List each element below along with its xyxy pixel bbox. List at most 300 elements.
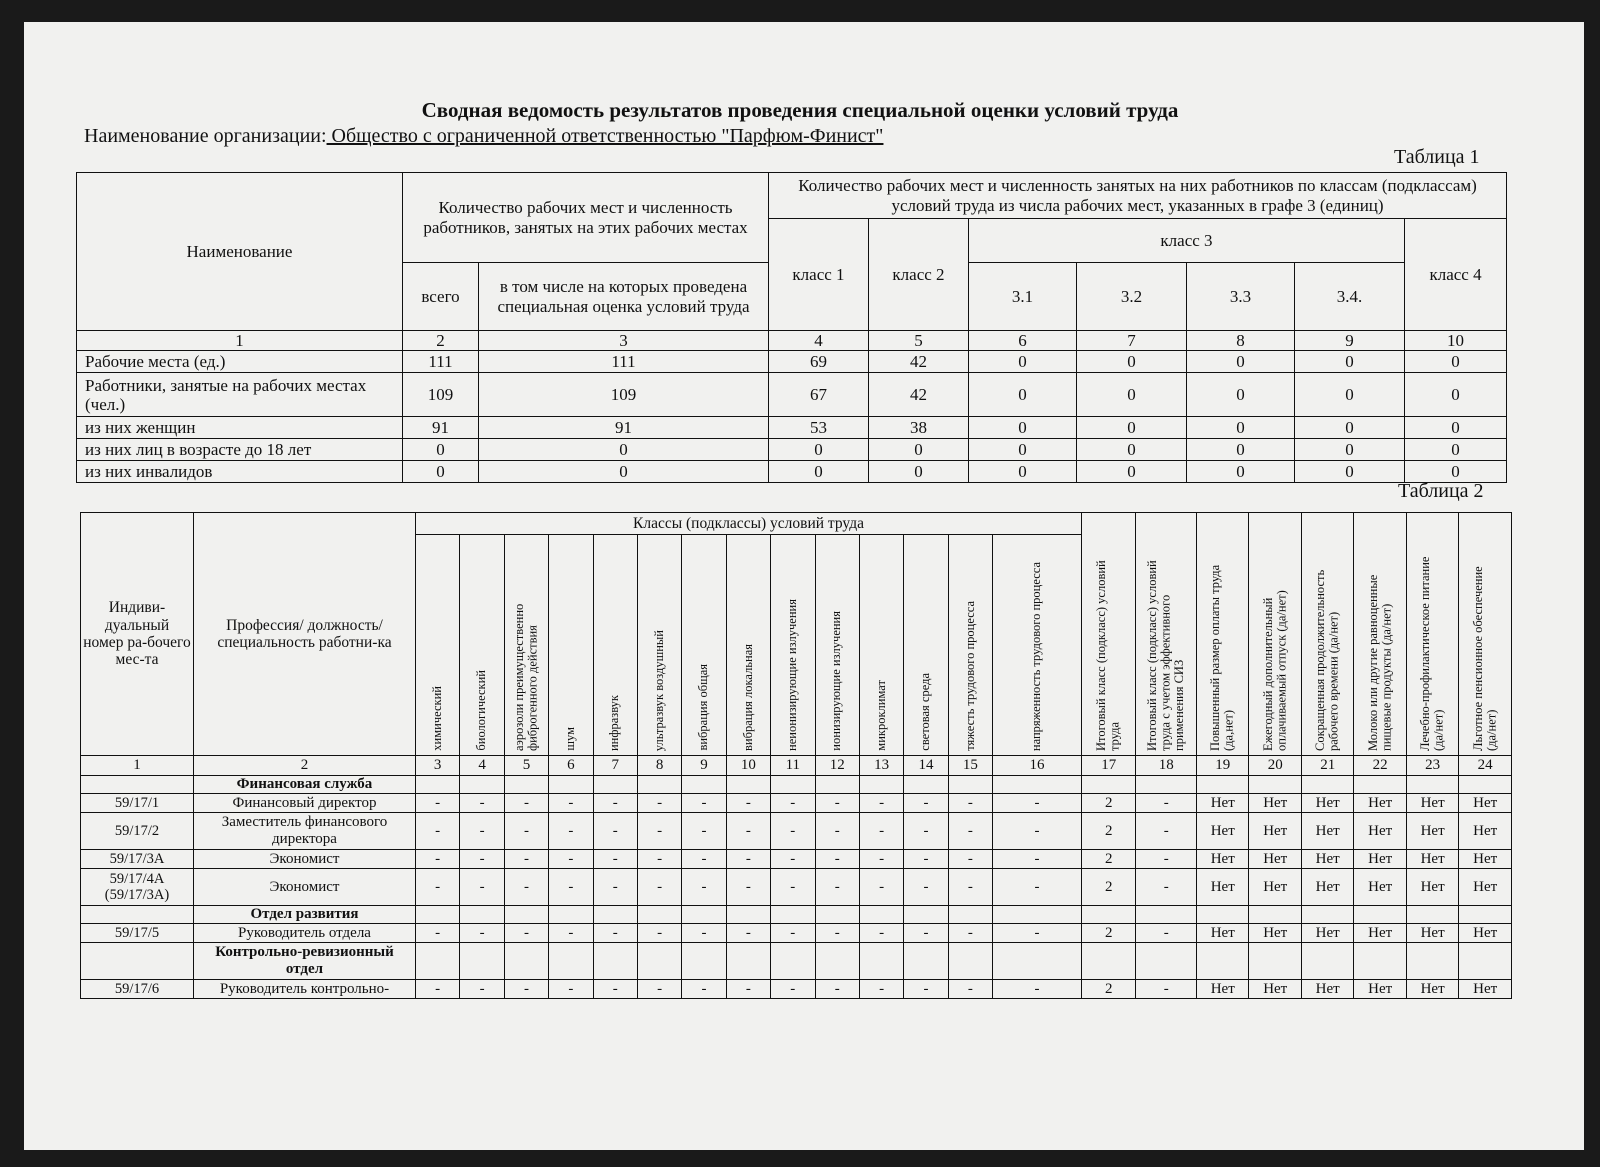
t2-factor-class: - <box>637 924 681 943</box>
t2-benefit: Нет <box>1301 869 1353 906</box>
t2-factor-class: - <box>682 813 726 850</box>
t2-section-name: Финансовая служба <box>194 776 416 794</box>
t2-final-class: 2 <box>1082 813 1136 850</box>
t2-factor-class: - <box>993 850 1082 869</box>
t2-final-class-ppe: - <box>1136 924 1197 943</box>
t2-section-empty <box>1406 943 1458 980</box>
t2-factor-class: - <box>948 794 992 813</box>
t2-header-final-class: Итоговый класс (подкласс) условий труда <box>1082 513 1136 756</box>
t2-col-number: 10 <box>726 756 770 776</box>
t1-cell: 67 <box>769 373 869 417</box>
t1-col-number: 7 <box>1077 331 1187 351</box>
t2-factor-class: - <box>815 924 859 943</box>
t1-cell: 0 <box>1295 439 1405 461</box>
t2-factor-class: - <box>637 813 681 850</box>
t1-cell: 91 <box>479 417 769 439</box>
t1-cell: 42 <box>869 373 969 417</box>
t1-cell: 0 <box>1405 439 1507 461</box>
t2-header-factor: световая среда <box>904 535 948 756</box>
t2-section-empty <box>637 906 681 924</box>
t2-profession: Финансовый директор <box>194 794 416 813</box>
t2-factor-class: - <box>904 794 948 813</box>
t2-benefit: Нет <box>1249 813 1301 850</box>
t2-header-milk: Молоко или другие равноценные пищевые продукты (да/нет) <box>1354 513 1406 756</box>
t1-cell: 0 <box>969 417 1077 439</box>
t2-factor-class: - <box>859 794 903 813</box>
t1-row-name: из них инвалидов <box>77 461 403 483</box>
t2-section-empty <box>1301 943 1353 980</box>
t2-section-empty <box>549 776 593 794</box>
t2-section-empty <box>815 943 859 980</box>
t2-benefit: Нет <box>1459 869 1512 906</box>
t2-factor-class: - <box>460 850 504 869</box>
t2-section-row <box>81 776 1512 794</box>
t1-cell: 0 <box>1295 417 1405 439</box>
t2-factor-class: - <box>415 980 459 999</box>
t2-col-number: 6 <box>549 756 593 776</box>
t1-cell: 0 <box>403 439 479 461</box>
t2-section-empty <box>859 776 903 794</box>
t2-benefit: Нет <box>1406 980 1458 999</box>
t1-header-assessed: в том числе на которых проведена специальная оценка условий труда <box>479 263 769 331</box>
t2-col-number: 15 <box>948 756 992 776</box>
t2-benefit: Нет <box>1249 924 1301 943</box>
t2-section-empty <box>1301 906 1353 924</box>
t2-factor-class: - <box>460 813 504 850</box>
t2-factor-class: - <box>815 813 859 850</box>
t2-section-empty <box>1354 943 1406 980</box>
t2-section-empty <box>993 776 1082 794</box>
t2-factor-class: - <box>859 924 903 943</box>
t2-section-empty <box>549 943 593 980</box>
t2-header-profession: Профессия/ должность/ специальность работни-ка <box>194 513 416 756</box>
t2-factor-class: - <box>637 980 681 999</box>
t2-factor-class: - <box>549 794 593 813</box>
t1-column-numbers <box>77 331 1507 351</box>
t2-benefit: Нет <box>1301 813 1353 850</box>
t1-cell: 38 <box>869 417 969 439</box>
t2-workplace-id: 59/17/2 <box>81 813 194 850</box>
t2-header-therapeutic-food: Лечебно-профилактическое питание (да/нет) <box>1406 513 1458 756</box>
t2-benefit: Нет <box>1249 850 1301 869</box>
t1-col-number: 2 <box>403 331 479 351</box>
t2-col-number: 1 <box>81 756 194 776</box>
t1-cell: 0 <box>1187 461 1295 483</box>
t1-cell: 0 <box>1295 373 1405 417</box>
t2-section-empty <box>771 906 815 924</box>
t1-col-number: 3 <box>479 331 769 351</box>
t2-factor-class: - <box>771 924 815 943</box>
t2-section-empty <box>637 776 681 794</box>
t1-row-name: из них лиц в возрасте до 18 лет <box>77 439 403 461</box>
t2-header-classes: Классы (подклассы) условий труда <box>415 513 1081 535</box>
t2-factor-class: - <box>815 794 859 813</box>
t2-benefit: Нет <box>1406 850 1458 869</box>
t2-factor-class: - <box>993 813 1082 850</box>
t1-header-name: Наименование <box>77 173 403 331</box>
t2-factor-class: - <box>637 794 681 813</box>
table2-label: Таблица 2 <box>1398 480 1484 502</box>
t2-factor-class: - <box>948 850 992 869</box>
t2-factor-class: - <box>904 980 948 999</box>
t2-factor-class: - <box>771 980 815 999</box>
t1-cell: 0 <box>1295 351 1405 373</box>
t2-section-empty <box>726 906 770 924</box>
t2-row <box>81 794 1512 813</box>
t2-section-empty <box>948 776 992 794</box>
t2-section-empty <box>504 776 548 794</box>
t2-factor-class: - <box>504 924 548 943</box>
t2-section-empty <box>81 943 194 980</box>
t2-benefit: Нет <box>1197 813 1249 850</box>
t1-cell: 0 <box>969 461 1077 483</box>
t1-header-count: Количество рабочих мест и численность работников, занятых на этих рабочих местах <box>403 173 769 263</box>
t1-cell: 0 <box>1405 417 1507 439</box>
t2-section-empty <box>415 943 459 980</box>
t2-section-empty <box>993 943 1082 980</box>
t2-col-number: 17 <box>1082 756 1136 776</box>
t2-factor-class: - <box>815 869 859 906</box>
t2-factor-class: - <box>948 924 992 943</box>
t1-cell: 0 <box>1077 417 1187 439</box>
t1-row <box>77 351 1507 373</box>
t2-section-empty <box>771 943 815 980</box>
t1-row-name: Рабочие места (ед.) <box>77 351 403 373</box>
t1-col-number: 5 <box>869 331 969 351</box>
t2-header-pension: Льготное пенсионное обеспечение (да/нет) <box>1459 513 1512 756</box>
t1-cell: 109 <box>479 373 769 417</box>
summary-table-1 <box>76 172 1507 483</box>
t2-factor-class: - <box>726 850 770 869</box>
t2-final-class: 2 <box>1082 850 1136 869</box>
t1-cell: 0 <box>403 461 479 483</box>
t1-header-class1: класс 1 <box>769 219 869 331</box>
t2-header-short-hours: Сокращенная продолжительность рабочего времени (да/нет) <box>1301 513 1353 756</box>
t2-section-name: Отдел развития <box>194 906 416 924</box>
t2-factor-class: - <box>504 850 548 869</box>
t2-factor-class: - <box>549 813 593 850</box>
t1-header-3-4: 3.4. <box>1295 263 1405 331</box>
t1-header-3-3: 3.3 <box>1187 263 1295 331</box>
t2-section-name: Контрольно-ревизионный отдел <box>194 943 416 980</box>
t2-benefit: Нет <box>1354 850 1406 869</box>
t2-factor-class: - <box>993 794 1082 813</box>
t2-workplace-id: 59/17/5 <box>81 924 194 943</box>
t2-benefit: Нет <box>1249 794 1301 813</box>
t2-benefit: Нет <box>1249 980 1301 999</box>
t2-section-empty <box>859 943 903 980</box>
t2-row <box>81 924 1512 943</box>
t2-benefit: Нет <box>1459 794 1512 813</box>
t1-cell: 69 <box>769 351 869 373</box>
t2-section-empty <box>904 943 948 980</box>
t1-cell: 0 <box>1077 461 1187 483</box>
t2-section-empty <box>1249 943 1301 980</box>
t2-factor-class: - <box>682 924 726 943</box>
t2-benefit: Нет <box>1354 794 1406 813</box>
t1-row-name: из них женщин <box>77 417 403 439</box>
t2-section-empty <box>904 776 948 794</box>
t2-factor-class: - <box>549 924 593 943</box>
t2-header-increased-pay: Повышенный размер оплаты труда (да,нет) <box>1197 513 1249 756</box>
t2-benefit: Нет <box>1406 869 1458 906</box>
t2-benefit: Нет <box>1354 980 1406 999</box>
t1-col-number: 4 <box>769 331 869 351</box>
t1-header-class4: класс 4 <box>1405 219 1507 331</box>
t2-header-id: Индиви-дуальный номер ра-бочего мес-та <box>81 513 194 756</box>
t2-factor-class: - <box>504 794 548 813</box>
t1-cell: 0 <box>1187 351 1295 373</box>
t2-factor-class: - <box>904 850 948 869</box>
t2-section-empty <box>1082 943 1136 980</box>
t2-section-empty <box>1197 776 1249 794</box>
t2-section-empty <box>593 776 637 794</box>
t2-header-factor: неионизирующие излучения <box>771 535 815 756</box>
t2-benefit: Нет <box>1406 813 1458 850</box>
t2-col-number: 13 <box>859 756 903 776</box>
t2-factor-class: - <box>593 813 637 850</box>
t1-cell: 0 <box>1077 439 1187 461</box>
table1-label: Таблица 1 <box>1394 146 1480 168</box>
t2-header-factor: напряженность трудового процесса <box>993 535 1082 756</box>
t2-factor-class: - <box>593 794 637 813</box>
t1-cell: 0 <box>1295 461 1405 483</box>
t2-benefit: Нет <box>1406 794 1458 813</box>
t2-factor-class: - <box>815 850 859 869</box>
t2-section-empty <box>504 906 548 924</box>
t2-final-class: 2 <box>1082 980 1136 999</box>
t2-factor-class: - <box>726 924 770 943</box>
t2-factor-class: - <box>859 850 903 869</box>
t2-factor-class: - <box>771 813 815 850</box>
t1-cell: 0 <box>1077 351 1187 373</box>
t2-factor-class: - <box>504 980 548 999</box>
t1-cell: 0 <box>1187 417 1295 439</box>
t2-header-final-class-ppe: Итоговый класс (подкласс) условий труда с учетом эффективного применения СИЗ <box>1136 513 1197 756</box>
t2-section-empty <box>460 943 504 980</box>
t2-section-empty <box>460 906 504 924</box>
t2-factor-class: - <box>771 869 815 906</box>
t2-factor-class: - <box>549 869 593 906</box>
t1-cell: 0 <box>479 439 769 461</box>
t2-col-number: 14 <box>904 756 948 776</box>
t2-section-empty <box>1459 776 1512 794</box>
t1-col-number: 8 <box>1187 331 1295 351</box>
t2-section-empty <box>1459 906 1512 924</box>
t2-col-number: 19 <box>1197 756 1249 776</box>
t1-cell: 111 <box>403 351 479 373</box>
t1-cell: 0 <box>769 439 869 461</box>
t2-section-empty <box>415 776 459 794</box>
t1-cell: 0 <box>1187 373 1295 417</box>
t2-final-class: 2 <box>1082 924 1136 943</box>
t2-header-factor: вибрация общая <box>682 535 726 756</box>
document-title: Сводная ведомость результатов проведения специальной оценки условий труда <box>421 98 1179 122</box>
t2-section-empty <box>1354 776 1406 794</box>
t2-section-empty <box>1197 906 1249 924</box>
t2-final-class: 2 <box>1082 794 1136 813</box>
t2-factor-class: - <box>993 869 1082 906</box>
t2-profession: Заместитель финансового директора <box>194 813 416 850</box>
t2-benefit: Нет <box>1354 869 1406 906</box>
t2-factor-class: - <box>593 869 637 906</box>
t2-header-factor: шум <box>549 535 593 756</box>
t2-final-class-ppe: - <box>1136 813 1197 850</box>
t2-final-class-ppe: - <box>1136 980 1197 999</box>
t2-factor-class: - <box>993 924 1082 943</box>
t2-section-empty <box>1136 943 1197 980</box>
t1-row <box>77 373 1507 417</box>
t2-factor-class: - <box>948 869 992 906</box>
t2-header-factor: вибрация локальная <box>726 535 770 756</box>
t2-section-empty <box>593 943 637 980</box>
t2-section-empty <box>549 906 593 924</box>
t2-workplace-id: 59/17/4А (59/17/3А) <box>81 869 194 906</box>
t2-col-number: 16 <box>993 756 1082 776</box>
t2-section-empty <box>1249 776 1301 794</box>
t2-section-empty <box>1197 943 1249 980</box>
t1-cell: 0 <box>1405 351 1507 373</box>
t2-section-empty <box>81 776 194 794</box>
t2-col-number: 9 <box>682 756 726 776</box>
t2-benefit: Нет <box>1301 980 1353 999</box>
t2-section-empty <box>593 906 637 924</box>
t2-section-empty <box>1406 906 1458 924</box>
t2-col-number: 20 <box>1249 756 1301 776</box>
t2-benefit: Нет <box>1197 924 1249 943</box>
t1-cell: 42 <box>869 351 969 373</box>
t2-factor-class: - <box>948 813 992 850</box>
t1-col-number: 1 <box>77 331 403 351</box>
t2-header-extra-leave: Ежегодный дополнительный оплачиваемый отпуск (да/нет) <box>1249 513 1301 756</box>
t2-section-empty <box>771 776 815 794</box>
t2-row <box>81 869 1512 906</box>
t2-factor-class: - <box>859 813 903 850</box>
t2-section-empty <box>859 906 903 924</box>
t2-factor-class: - <box>904 813 948 850</box>
t1-header-3-2: 3.2 <box>1077 263 1187 331</box>
t1-col-number: 9 <box>1295 331 1405 351</box>
t2-section-empty <box>1354 906 1406 924</box>
t2-factor-class: - <box>948 980 992 999</box>
t2-section-empty <box>1459 943 1512 980</box>
t2-benefit: Нет <box>1459 850 1512 869</box>
t2-factor-class: - <box>993 980 1082 999</box>
t2-section-empty <box>504 943 548 980</box>
t1-cell: 109 <box>403 373 479 417</box>
t2-section-empty <box>1406 776 1458 794</box>
t2-factor-class: - <box>460 869 504 906</box>
t2-factor-class: - <box>415 924 459 943</box>
t1-cell: 0 <box>1077 373 1187 417</box>
t2-factor-class: - <box>815 980 859 999</box>
t2-factor-class: - <box>415 850 459 869</box>
organization-label: Наименование организации: <box>84 125 327 147</box>
t2-section-empty <box>815 906 859 924</box>
t2-section-empty <box>682 776 726 794</box>
t1-col-number: 10 <box>1405 331 1507 351</box>
t2-section-empty <box>815 776 859 794</box>
t2-factor-class: - <box>904 924 948 943</box>
t1-header-3-1: 3.1 <box>969 263 1077 331</box>
t2-col-number: 5 <box>504 756 548 776</box>
t2-factor-class: - <box>771 794 815 813</box>
t2-header-factor: инфразвук <box>593 535 637 756</box>
t1-cell: 0 <box>869 461 969 483</box>
t2-benefit: Нет <box>1197 980 1249 999</box>
t2-factor-class: - <box>593 850 637 869</box>
t2-section-row <box>81 943 1512 980</box>
t2-section-empty <box>948 943 992 980</box>
t2-factor-class: - <box>771 850 815 869</box>
t1-cell: 0 <box>1405 461 1507 483</box>
t2-section-empty <box>948 906 992 924</box>
t2-benefit: Нет <box>1459 980 1512 999</box>
t2-profession: Руководитель отдела <box>194 924 416 943</box>
t2-factor-class: - <box>593 924 637 943</box>
t2-section-empty <box>1136 776 1197 794</box>
t2-header-factor: микроклимат <box>859 535 903 756</box>
t1-row <box>77 461 1507 483</box>
t2-benefit: Нет <box>1301 924 1353 943</box>
t2-col-number: 7 <box>593 756 637 776</box>
t2-benefit: Нет <box>1249 869 1301 906</box>
t2-row <box>81 813 1512 850</box>
t2-col-number: 18 <box>1136 756 1197 776</box>
t1-header-classes: Количество рабочих мест и численность занятых на них работников по классам (подклассам) условий труда из числа рабочих мест, указанных в графе 3 (единиц) <box>769 173 1507 219</box>
t2-factor-class: - <box>504 869 548 906</box>
t2-benefit: Нет <box>1197 869 1249 906</box>
t2-factor-class: - <box>415 794 459 813</box>
t2-factor-class: - <box>504 813 548 850</box>
t2-section-empty <box>81 906 194 924</box>
t2-factor-class: - <box>460 980 504 999</box>
t2-profession: Экономист <box>194 869 416 906</box>
t2-benefit: Нет <box>1354 924 1406 943</box>
t2-factor-class: - <box>682 850 726 869</box>
t1-cell: 0 <box>869 439 969 461</box>
t1-cell: 91 <box>403 417 479 439</box>
t2-section-empty <box>1082 776 1136 794</box>
t2-col-number: 3 <box>415 756 459 776</box>
t2-column-numbers <box>81 756 1512 776</box>
summary-table-2 <box>80 512 1512 999</box>
t2-section-empty <box>1136 906 1197 924</box>
t2-factor-class: - <box>460 924 504 943</box>
t2-col-number: 4 <box>460 756 504 776</box>
t2-benefit: Нет <box>1459 813 1512 850</box>
t2-section-empty <box>415 906 459 924</box>
t2-row <box>81 850 1512 869</box>
t2-section-empty <box>1301 776 1353 794</box>
t2-section-empty <box>682 906 726 924</box>
t2-factor-class: - <box>726 869 770 906</box>
t1-cell: 0 <box>1405 373 1507 417</box>
t2-header-factor: ультразвук воздушный <box>637 535 681 756</box>
t2-final-class-ppe: - <box>1136 869 1197 906</box>
t2-benefit: Нет <box>1406 924 1458 943</box>
t1-cell: 0 <box>479 461 769 483</box>
t2-factor-class: - <box>726 980 770 999</box>
t2-workplace-id: 59/17/6 <box>81 980 194 999</box>
t2-col-number: 23 <box>1406 756 1458 776</box>
t2-section-empty <box>682 943 726 980</box>
t2-header-factor: аэрозоли преимущественно фиброгенного действия <box>504 535 548 756</box>
t2-factor-class: - <box>726 794 770 813</box>
t2-section-empty <box>1249 906 1301 924</box>
t2-profession: Руководитель контрольно- <box>194 980 416 999</box>
t1-header-total: всего <box>403 263 479 331</box>
